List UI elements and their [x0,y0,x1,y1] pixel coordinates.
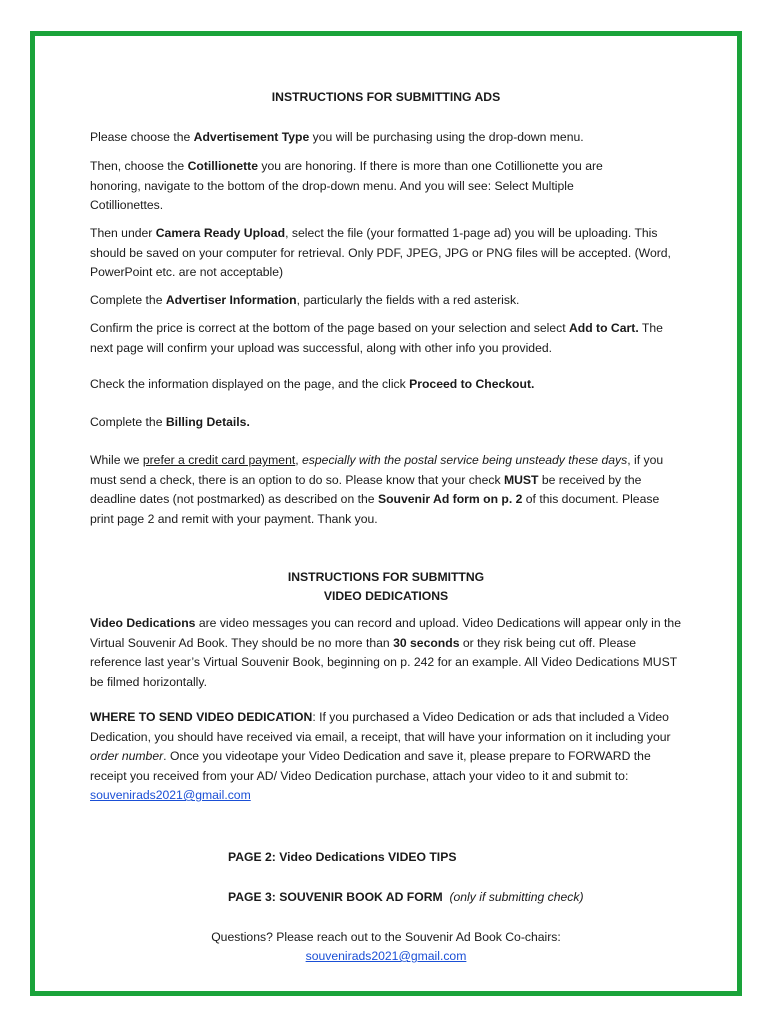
page-3-reference [228,888,584,908]
text: Check the information displayed on the page, and the click [90,377,410,391]
footer-email-link[interactable]: souvenirads2021@gmail.com [305,949,467,963]
text-italic: (only if submitting check) [449,890,584,904]
text-bold: 30 seconds [393,635,460,650]
text: are video messages you can record and upload. Video Dedications will appear only in the Virtual Souvenir Ad Book. They should be no more than [90,616,681,650]
ads-step-6 [90,375,682,395]
text: Confirm the price is correct at the bottom of the page based on your selection and select [90,321,569,335]
text: . Once you videotape your Video Dedication and save it, please prepare to FORWARD the receipt you received from your AD/ Video Dedication purchase, attach your video to it and submit to: [90,749,651,783]
text-italic: especially with the postal service being unsteady these days [302,453,628,467]
text: or they risk being cut off. Please reference last year’s Virtual Souvenir Book, beginning on p. 242 for an example. All Video Dedications MUST be filmed horizontally. [90,635,677,689]
text-italic: order number [90,749,164,763]
text: be received by the deadline dates (not postmarked) as described on the [90,472,642,506]
text: of this document. Please print page 2 and remit with your payment. Thank you. [90,492,660,526]
text-bold: Proceed to Checkout. [409,377,535,391]
video-where-to-send [90,708,682,806]
text-bold: Cotillionette [187,159,258,173]
text-bold: Advertiser Information [165,293,297,307]
ads-step-7 [90,413,682,433]
video-heading-line-2: VIDEO DEDICATIONS [323,589,449,603]
video-intro [90,614,682,692]
ads-step-4 [90,291,682,311]
text-bold: MUST [503,472,539,487]
text: you are honoring. If there is more than one Cotillionette you are honoring, navigate to the bottom of the drop-down menu. And you will see: Select Multiple Cotillionettes. [90,159,603,212]
text-bold: Advertisement Type [193,130,310,144]
ads-step-1 [90,128,682,148]
text-bold: Billing Details. [165,415,250,429]
text: Then, choose the [90,159,188,173]
ads-heading: INSTRUCTIONS FOR SUBMITTING ADS [271,90,501,104]
footer-email-row [90,947,682,967]
text-bold: WHERE TO SEND VIDEO DEDICATION [90,710,313,724]
text-underlined: prefer a credit card payment [142,453,296,467]
email-link[interactable]: souvenirads2021@gmail.com [90,788,251,802]
ads-step-5 [90,319,682,358]
text: Complete the [90,415,166,429]
text-bold: PAGE 3: SOUVENIR BOOK AD FORM [228,890,443,904]
text: The next page will confirm your upload was successful, along with other info you provided. [90,321,663,355]
text: , select the file (your formatted 1-page ad) you will be uploading. This should be saved on your computer for retrieval. Only PDF, JPEG, JPG or PNG files will be accepted. (Word, PowerPoint etc. are not acceptable) [90,226,671,279]
ads-step-3 [90,224,682,283]
questions-text: Questions? Please reach out to the Souvenir Ad Book Co-chairs: [211,930,561,944]
text-bold: Add to Cart. [568,321,639,335]
text: , particularly the fields with a red asterisk. [296,293,520,307]
text: Complete the [90,293,166,307]
text-bold: Camera Ready Upload [155,226,286,240]
text-bold: Video Dedications [90,616,196,630]
text: Please choose the [90,130,194,144]
text: , [295,453,303,467]
page-2-reference: PAGE 2: Video Dedications VIDEO TIPS [228,850,457,864]
ads-payment-note [90,451,682,529]
ads-step-2 [90,157,640,216]
text-bold: Souvenir Ad form on p. 2 [377,492,523,506]
text: While we [90,453,143,467]
text: : If you purchased a Video Dedication or ads that included a Video Dedication, you should have received via email, a receipt, that will have your information on it including your [90,710,671,744]
text: Then under [90,226,156,240]
text: , if you must send a check, there is an option to do so. Please know that your check [90,453,664,487]
text: you will be purchasing using the drop-down menu. [309,130,584,144]
video-heading-line-1: INSTRUCTIONS FOR SUBMITTNG [287,570,485,584]
